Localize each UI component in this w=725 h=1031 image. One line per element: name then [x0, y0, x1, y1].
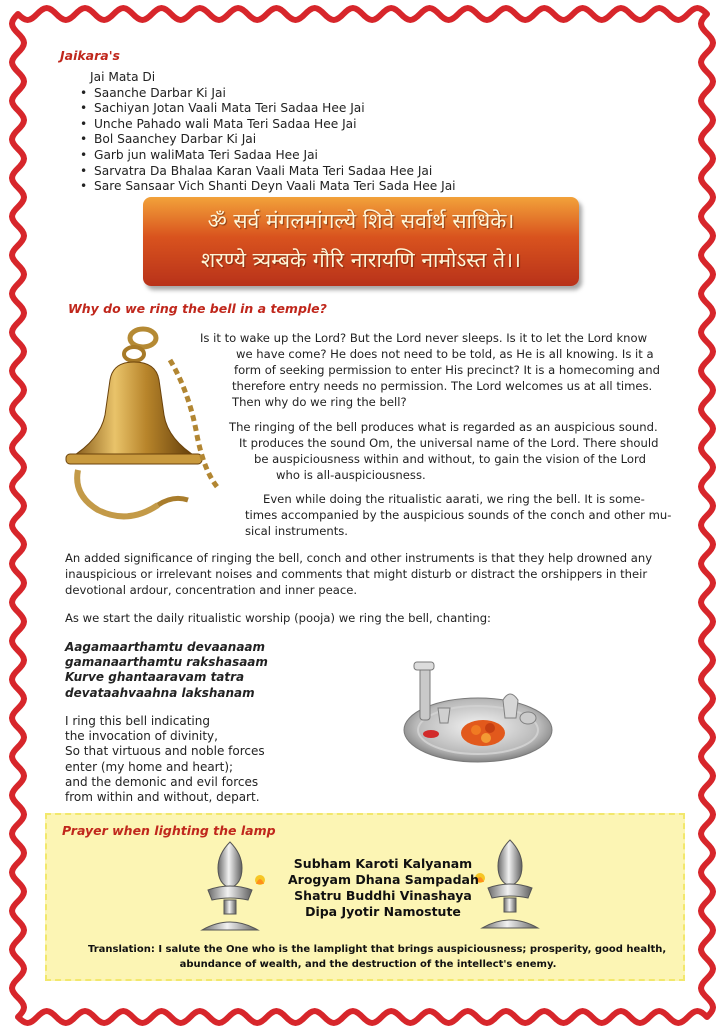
list-item: • Unche Pahado wali Mata Teri Sadaa Hee Jai — [80, 116, 357, 131]
list-item: • Bol Saanchey Darbar Ki Jai — [80, 132, 257, 147]
list-item: • Sarvatra Da Bhalaa Karan Vaali Mata Teri Sadaa Hee Jai — [80, 163, 433, 178]
list-item: • Garb jun waliMata Teri Sadaa Hee Jai — [80, 147, 318, 162]
list-item: • Sachiyan Jotan Vaali Mata Teri Sadaa Hee Jai — [80, 101, 365, 116]
bell-heading: Why do we ring the bell in a temple? — [68, 301, 327, 316]
lamp-translation: Translation: I salute the One who is the lamplight that brings auspiciousness; prosperity, good health, abundance of wealth, and the destruction of the intellect's enemy. — [88, 944, 667, 970]
mantra-line-1: ॐ सर्व मंगलमांगल्ये शिवे सर्वार्थ साधिके। — [207, 209, 515, 233]
jaikaras-heading: Jaikara's — [60, 48, 120, 63]
list-item: • Sare Sansaar Vich Shanti Deyn Vaali Mata Teri Sada Hee Jai — [80, 179, 456, 194]
right-lamp-image — [470, 836, 550, 936]
lamp-heading: Prayer when lighting the lamp — [62, 823, 276, 838]
lamp-prayer-verse: Subham Karoti Kalyanam Arogyam Dhana Sampadah Shatru Buddhi Vinashaya Dipa Jyotir Namostute — [288, 856, 479, 919]
left-lamp-image — [190, 838, 270, 938]
bell-paragraph-5: As we start the daily ritualistic worship (pooja) we ring the bell, chanting: — [65, 611, 491, 625]
list-item: Jai Mata Di — [90, 70, 156, 84]
list-item: • Saanche Darbar Ki Jai — [80, 85, 226, 100]
jaikaras-list — [76, 70, 456, 195]
chant-verse: Aagamaarthamtu devaanaam gamanaarthamtu rakshasaam Kurve ghantaaravam tatra devataahvaahna lakshanam — [65, 640, 268, 700]
pooja-thali-image — [398, 648, 558, 768]
chant-meaning: I ring this bell indicating the invocation of divinity, So that virtuous and noble forces enter (my home and heart); and the demonic and evil forces from within and without, depart. — [65, 714, 265, 805]
mantra-line-2: शरण्ये त्र्यम्बके गौरि नारायणि नामोऽस्त ते।। — [200, 248, 521, 272]
bell-paragraph-2: The ringing of the bell produces what is regarded as an auspicious sound. It produces the sound Om, the universal name of the Lord. There should be auspiciousness within and without, to gain the vision of the Lord who is all-auspiciousness. — [229, 420, 659, 482]
bell-paragraph-4: An added significance of ringing the bell, conch and other instruments is that they help drowned any inauspicious or irrelevant noises and comments that might disturb or distract the orshippers in their devotional ardour, concentration and inner peace. — [65, 551, 653, 597]
bell-paragraph-1: Is it to wake up the Lord? But the Lord never sleeps. Is it to let the Lord know we have come? He does not need to be told, as He is all knowing. Is it a form of seeking permission to enter His precinct? It is a homecoming and therefore entry needs no permission. The Lord welcomes us at all times. Then why do we ring the bell? — [200, 331, 660, 409]
mantra-banner — [143, 197, 583, 290]
bell-paragraph-3: Even while doing the ritualistic aarati, we ring the bell. It is some- times accompanied by the auspicious sounds of the conch and other mu- sical instruments. — [245, 492, 672, 538]
